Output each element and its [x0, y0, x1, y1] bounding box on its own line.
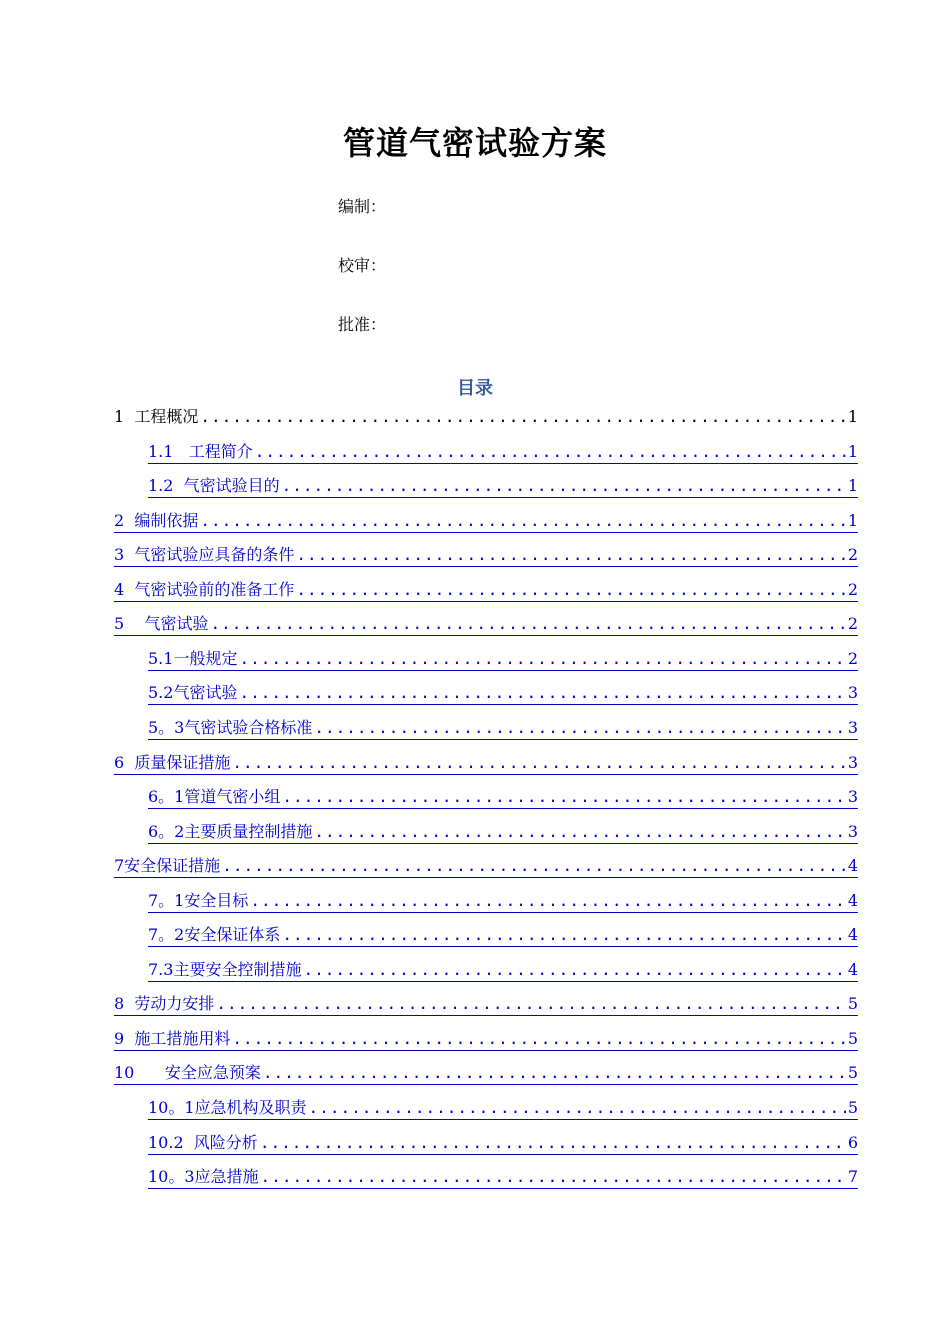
toc-leader-dots — [200, 406, 845, 428]
toc-entry-page: 4 — [847, 925, 858, 945]
toc-entry-page: 5 — [847, 1028, 858, 1048]
toc-subentry[interactable] — [148, 922, 858, 947]
toc-entry-label: 7。2安全保证体系 — [148, 925, 281, 945]
toc-entry-label: 9 施工措施用料 — [114, 1028, 231, 1048]
toc-entry — [114, 404, 858, 428]
signature-compiled-by: 编制： — [338, 197, 387, 216]
toc-subentry[interactable] — [148, 1130, 858, 1155]
toc-leader-dots — [296, 544, 845, 566]
toc-entry-page: 4 — [847, 959, 858, 979]
toc-leader-dots — [232, 752, 845, 774]
toc-entry-page: 2 — [847, 648, 858, 668]
toc-leader-dots — [314, 821, 845, 843]
toc-entry-label: 1.1 工程简介 — [148, 441, 253, 461]
toc-entry-label: 7.3主要安全控制措施 — [148, 959, 302, 979]
toc-leader-dots — [222, 855, 846, 877]
toc-entry-label: 10。1应急机构及职责 — [148, 1098, 307, 1117]
toc-entry-page: 3 — [847, 752, 858, 772]
toc-entry-label: 1 工程概况 — [114, 407, 199, 426]
toc-entry-page: 4 — [847, 890, 858, 910]
toc-entry-label: 10.2 风险分析 — [148, 1132, 258, 1152]
toc-leader-dots — [232, 1028, 845, 1050]
toc-entry-page: 1 — [847, 407, 858, 426]
toc-leader-dots — [314, 717, 845, 739]
toc-entry-label: 10。3应急措施 — [148, 1167, 259, 1187]
toc-entry-page: 1 — [847, 476, 858, 496]
toc-leader-dots — [211, 613, 846, 635]
toc-entry-page: 3 — [847, 821, 858, 841]
toc-subentry[interactable] — [148, 1095, 858, 1120]
toc-entry-label: 5.1一般规定 — [148, 648, 238, 668]
toc-entry[interactable] — [114, 750, 858, 775]
toc-entry[interactable] — [114, 611, 858, 636]
toc-leader-dots — [282, 924, 845, 946]
toc-subentry[interactable] — [148, 439, 858, 464]
toc-entry-label: 7。1安全目标 — [148, 890, 249, 910]
toc-entry-page: 4 — [847, 856, 858, 876]
toc-entry-page: 3 — [847, 683, 858, 703]
toc-leader-dots — [216, 993, 845, 1015]
toc-leader-dots — [250, 890, 845, 912]
toc-subentry[interactable] — [148, 1164, 858, 1189]
toc-subentry[interactable] — [148, 784, 858, 809]
toc-entry-label: 5。3气密试验合格标准 — [148, 717, 313, 737]
toc-entry-page: 2 — [847, 545, 858, 565]
toc-leader-dots — [296, 579, 845, 601]
toc-entry-page: 3 — [847, 717, 858, 737]
toc-subentry[interactable] — [148, 646, 858, 671]
document-title: 管道气密试验方案 — [342, 124, 607, 162]
toc-entry-page: 1 — [847, 510, 858, 530]
toc-entry-page: 5 — [847, 994, 858, 1014]
toc-entry-label: 4 气密试验前的准备工作 — [114, 579, 295, 599]
toc-entry-page: 7 — [847, 1167, 858, 1187]
toc-leader-dots — [239, 648, 845, 670]
toc-leader-dots — [263, 1062, 846, 1084]
toc-entry-page: 5 — [847, 1063, 858, 1083]
toc-subentry[interactable] — [148, 715, 858, 740]
toc-subentry[interactable] — [148, 473, 858, 498]
toc-entry[interactable] — [114, 1060, 858, 1085]
toc-leader-dots — [261, 1166, 846, 1188]
toc-entry-page: 2 — [847, 579, 858, 599]
toc-entry-label: 3 气密试验应具备的条件 — [114, 545, 295, 565]
toc-entry[interactable] — [114, 542, 858, 567]
signature-reviewed-by: 校审： — [338, 256, 387, 275]
toc-entry-label: 6。1管道气密小组 — [148, 787, 281, 807]
toc-entry[interactable] — [114, 577, 858, 602]
toc-entry-page: 1 — [847, 441, 858, 461]
toc-entry-label: 5.2气密试验 — [148, 683, 238, 703]
toc-entry-label: 8 劳动力安排 — [114, 994, 215, 1014]
toc-leader-dots — [282, 475, 846, 497]
toc-subentry[interactable] — [148, 888, 858, 913]
toc-entry-label: 10 安全应急预案 — [114, 1063, 261, 1083]
toc-entry-label: 6。2主要质量控制措施 — [148, 821, 313, 841]
toc-entry-page: 5 — [847, 1098, 858, 1117]
toc-entry-page: 3 — [847, 787, 858, 807]
toc-subentry[interactable] — [148, 819, 858, 844]
toc-entry[interactable] — [114, 991, 858, 1016]
toc-leader-dots — [303, 959, 845, 981]
toc-entry[interactable] — [114, 1026, 858, 1051]
toc-entry-label: 5 气密试验 — [114, 614, 209, 634]
toc-subentry[interactable] — [148, 680, 858, 705]
toc-entry-page: 2 — [847, 614, 858, 634]
toc-leader-dots — [239, 682, 845, 704]
toc-entry-label: 7安全保证措施 — [114, 856, 221, 876]
toc-leader-dots — [309, 1097, 846, 1119]
toc-leader-dots — [282, 786, 845, 808]
toc-entry-label: 6 质量保证措施 — [114, 752, 231, 772]
signature-approved-by: 批准： — [338, 315, 387, 334]
toc-entry[interactable] — [114, 508, 858, 533]
toc-leader-dots — [200, 510, 845, 532]
toc-subentry[interactable] — [148, 957, 858, 982]
toc-heading: 目录 — [457, 378, 493, 399]
toc-leader-dots — [260, 1132, 846, 1154]
toc-entry-page: 6 — [847, 1132, 858, 1152]
toc-entry[interactable] — [114, 853, 858, 878]
toc-entry-label: 1.2 气密试验目的 — [148, 476, 280, 496]
toc-leader-dots — [255, 441, 846, 463]
toc-entry-label: 2 编制依据 — [114, 510, 199, 530]
